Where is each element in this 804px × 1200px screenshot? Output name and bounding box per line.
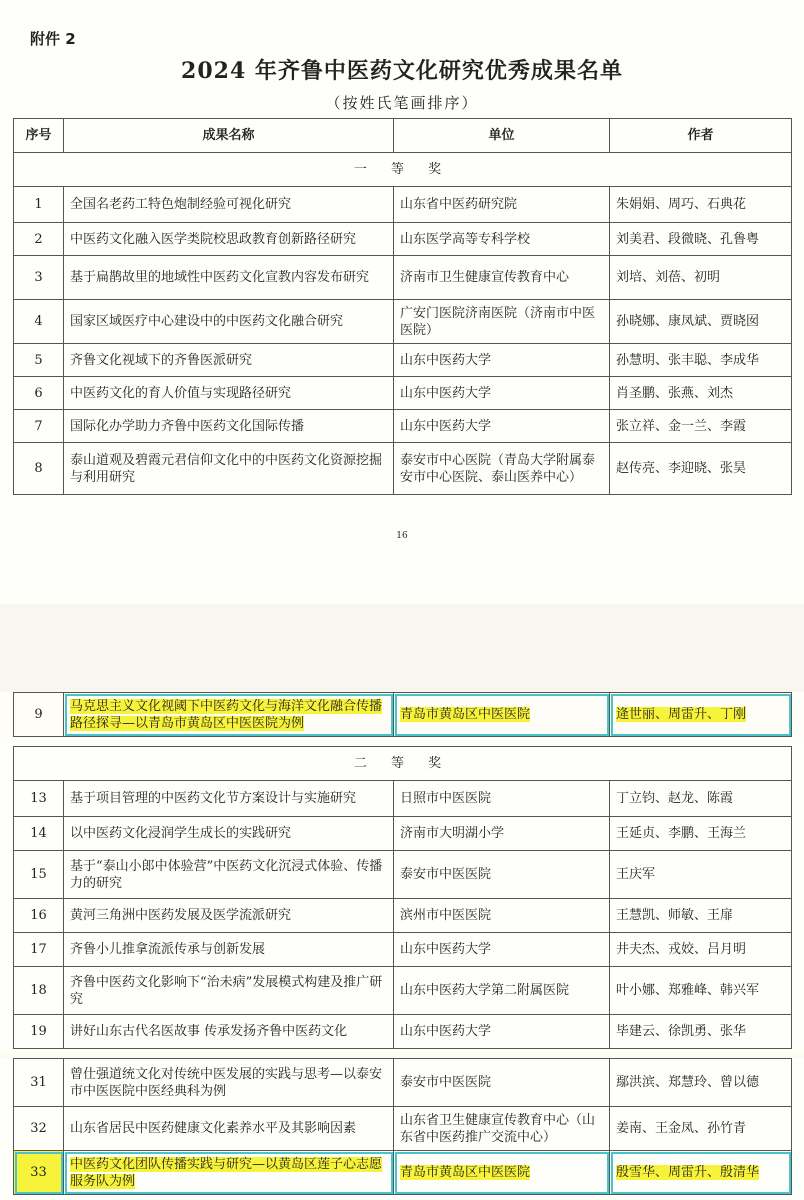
row-unit: 山东医学高等专科学校 — [394, 223, 610, 256]
row-unit: 山东中医药大学 — [394, 1015, 610, 1049]
row-number: 18 — [14, 967, 64, 1015]
row-number: 14 — [14, 817, 64, 851]
row-name: 齐鲁文化视域下的齐鲁医派研究 — [64, 344, 394, 377]
row-unit: 山东中医药大学 — [394, 410, 610, 443]
table-row — [14, 1107, 792, 1151]
row-name: 中医药文化的育人价值与实现路径研究 — [64, 377, 394, 410]
row-number: 6 — [14, 377, 64, 410]
highlighted-authors: 逄世丽、周雷升、丁刚 — [616, 707, 747, 722]
row-unit: 日照市中医医院 — [394, 781, 610, 817]
row-authors: 井夫杰、戎姣、吕月明 — [610, 933, 792, 967]
row-name: 齐鲁小儿推拿流派传承与创新发展 — [64, 933, 394, 967]
table-row — [14, 899, 792, 933]
table-row — [14, 410, 792, 443]
row-unit: 泰安市中医医院 — [394, 1059, 610, 1107]
column-header-name: 成果名称 — [64, 119, 394, 153]
highlighted-no: 33 — [30, 1165, 47, 1180]
table-row — [14, 933, 792, 967]
table-row — [14, 344, 792, 377]
highlighted-name: 马克思主义文化视阈下中医药文化与海洋文化融合传播路径探寻—以青岛市黄岛区中医医院为例 — [70, 698, 383, 731]
row-authors: 张立祥、金一兰、李霞 — [610, 410, 792, 443]
row-number: 19 — [14, 1015, 64, 1049]
results-table-first — [13, 118, 792, 495]
page-fragment-row9 — [0, 692, 804, 742]
row-authors: 王慧凯、师敏、王扉 — [610, 899, 792, 933]
row-number: 15 — [14, 851, 64, 899]
row-number — [14, 1151, 64, 1195]
column-header-unit: 单位 — [394, 119, 610, 153]
row-name: 齐鲁中医药文化影响下“治未病”发展模式构建及推广研究 — [64, 967, 394, 1015]
row-unit: 山东省中医药研究院 — [394, 187, 610, 223]
row-authors: 丁立钧、赵龙、陈霞 — [610, 781, 792, 817]
row-name: 国际化办学助力齐鲁中医药文化国际传播 — [64, 410, 394, 443]
table-row — [14, 817, 792, 851]
row-name: 基于“泰山小郎中体验营”中医药文化沉浸式体验、传播力的研究 — [64, 851, 394, 899]
row-name: 基于项目管理的中医药文化节方案设计与实施研究 — [64, 781, 394, 817]
results-table-row9 — [13, 692, 792, 737]
row-authors: 王延贞、李鹏、王海兰 — [610, 817, 792, 851]
row-authors: 王庆军 — [610, 851, 792, 899]
row-name — [64, 1151, 394, 1195]
row-authors: 毕建云、徐凯勇、张华 — [610, 1015, 792, 1049]
first-prize-label: 一 等 奖 — [14, 153, 792, 187]
row-unit: 广安门医院济南医院（济南市中医医院） — [394, 300, 610, 344]
row-authors: 肖圣鹏、张燕、刘杰 — [610, 377, 792, 410]
second-prize-label: 二 等 奖 — [14, 747, 792, 781]
row-number: 31 — [14, 1059, 64, 1107]
row-authors: 刘美君、段微晓、孔鲁粤 — [610, 223, 792, 256]
table-row — [14, 1015, 792, 1049]
row-number: 16 — [14, 899, 64, 933]
row-authors: 孙慧明、张丰聪、李成华 — [610, 344, 792, 377]
row-unit: 济南市大明湖小学 — [394, 817, 610, 851]
prize-section-row — [14, 747, 792, 781]
row-name: 山东省居民中医药健康文化素养水平及其影响因素 — [64, 1107, 394, 1151]
row-number: 32 — [14, 1107, 64, 1151]
table-row — [14, 851, 792, 899]
row-authors — [610, 1151, 792, 1195]
row-authors: 孙晓娜、康凤斌、贾晓囡 — [610, 300, 792, 344]
row-unit: 济南市卫生健康宣传教育中心 — [394, 256, 610, 300]
row-unit: 山东中医药大学第二附属医院 — [394, 967, 610, 1015]
row-unit: 山东中医药大学 — [394, 933, 610, 967]
row-number: 2 — [14, 223, 64, 256]
row-number: 3 — [14, 256, 64, 300]
column-header-authors: 作者 — [610, 119, 792, 153]
document-title: 2024 年齐鲁中医药文化研究优秀成果名单 — [181, 58, 623, 84]
row-number: 13 — [14, 781, 64, 817]
table-row — [14, 256, 792, 300]
row-name: 黄河三角洲中医药发展及医学流派研究 — [64, 899, 394, 933]
document-subtitle: （按姓氏笔画排序） — [325, 94, 479, 112]
row-authors: 姜南、王金凤、孙竹青 — [610, 1107, 792, 1151]
row-authors: 朱娟娟、周巧、石典花 — [610, 187, 792, 223]
row-number: 17 — [14, 933, 64, 967]
row-name — [64, 693, 394, 737]
row-authors: 叶小娜、郑雅峰、韩兴军 — [610, 967, 792, 1015]
row-authors: 刘培、刘蓓、初明 — [610, 256, 792, 300]
row-number: 8 — [14, 443, 64, 495]
table-row — [14, 781, 792, 817]
highlighted-authors: 殷雪华、周雷升、殷清华 — [616, 1165, 760, 1180]
row-authors: 鄢洪滨、郑慧玲、曾以德 — [610, 1059, 792, 1107]
highlighted-name: 中医药文化团队传播实践与研究—以黄岛区莲子心志愿服务队为例 — [70, 1156, 383, 1189]
table-row — [14, 1151, 792, 1195]
row-unit: 山东省卫生健康宣传教育中心（山东省中医药推广交流中心） — [394, 1107, 610, 1151]
table-row — [14, 967, 792, 1015]
page-fragment-later — [0, 1058, 804, 1200]
page-second-prize — [0, 742, 804, 1052]
row-name: 讲好山东古代名医故事 传承发扬齐鲁中医药文化 — [64, 1015, 394, 1049]
row-name: 中医药文化融入医学类院校思政教育创新路径研究 — [64, 223, 394, 256]
row-unit: 滨州市中医医院 — [394, 899, 610, 933]
highlighted-unit: 青岛市黄岛区中医医院 — [400, 1165, 531, 1180]
results-table-later — [13, 1058, 792, 1195]
page-number: 16 — [396, 531, 408, 541]
row-number: 9 — [14, 693, 64, 737]
row-unit: 泰安市中医医院 — [394, 851, 610, 899]
row-name: 曾仕强道统文化对传统中医发展的实践与思考—以泰安市中医医院中医经典科为例 — [64, 1059, 394, 1107]
row-name: 基于扁鹊故里的地域性中医药文化宣教内容发布研究 — [64, 256, 394, 300]
row-number: 4 — [14, 300, 64, 344]
prize-section-row — [14, 153, 792, 187]
page-gap — [0, 604, 804, 692]
row-authors: 赵传亮、李迎晓、张昊 — [610, 443, 792, 495]
table-row — [14, 187, 792, 223]
row-authors — [610, 693, 792, 737]
results-table-second — [13, 746, 792, 1049]
row-name: 泰山道观及碧霞元君信仰文化中的中医药文化资源挖掘与利用研究 — [64, 443, 394, 495]
highlighted-unit: 青岛市黄岛区中医医院 — [400, 707, 531, 722]
column-header-no: 序号 — [14, 119, 64, 153]
row-unit — [394, 693, 610, 737]
table-row — [14, 693, 792, 737]
row-unit: 泰安市中心医院（青岛大学附属泰安市中心医院、泰山医养中心） — [394, 443, 610, 495]
row-name: 以中医药文化浸润学生成长的实践研究 — [64, 817, 394, 851]
row-name: 国家区域医疗中心建设中的中医药文化融合研究 — [64, 300, 394, 344]
row-unit: 山东中医药大学 — [394, 377, 610, 410]
row-number: 5 — [14, 344, 64, 377]
table-header-row — [14, 119, 792, 153]
row-number: 1 — [14, 187, 64, 223]
row-name: 全国名老药工特色炮制经验可视化研究 — [64, 187, 394, 223]
table-row — [14, 300, 792, 344]
table-row — [14, 377, 792, 410]
row-unit: 山东中医药大学 — [394, 344, 610, 377]
table-row — [14, 443, 792, 495]
attachment-label: 附件 2 — [30, 30, 76, 48]
table-row — [14, 223, 792, 256]
row-number: 7 — [14, 410, 64, 443]
row-unit — [394, 1151, 610, 1195]
table-row — [14, 1059, 792, 1107]
